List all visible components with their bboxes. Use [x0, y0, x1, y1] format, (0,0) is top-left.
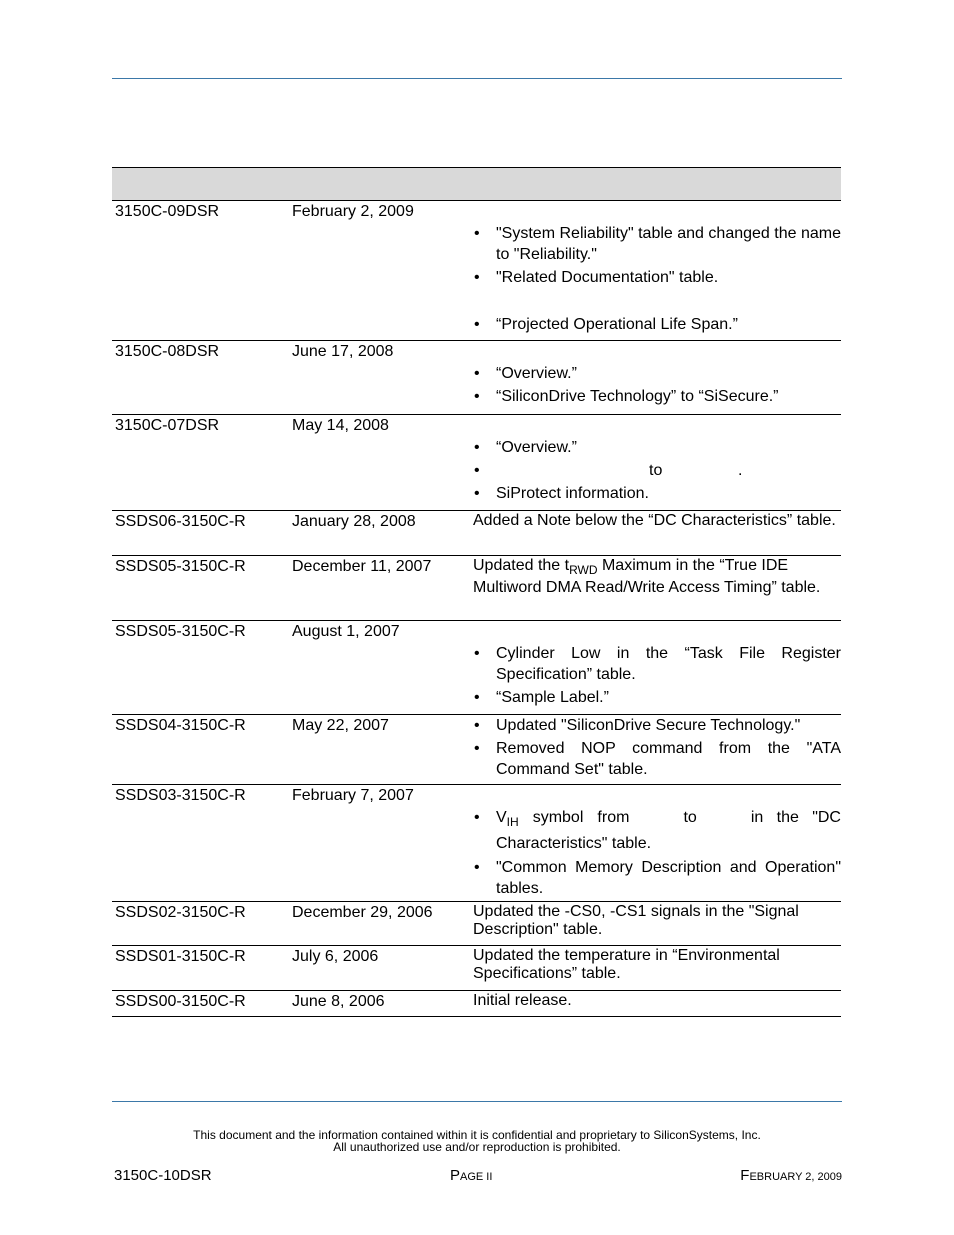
bullet-icon: •	[474, 809, 480, 826]
changes-cell	[473, 341, 841, 409]
list-item: • Updated "SiliconDrive Secure Technology."	[474, 717, 801, 734]
list-item: • to .	[474, 462, 743, 479]
table-row	[112, 201, 841, 341]
document-number: 3150C-07DSR	[115, 417, 220, 434]
revision-date: December 11, 2007	[292, 558, 432, 575]
revision-date: June 8, 2006	[292, 993, 385, 1010]
list-item: • “Overview.”	[474, 365, 577, 382]
list-item: • Removed NOP command from the "ATA Command Set" table.	[474, 740, 841, 778]
revision-date: July 6, 2006	[292, 948, 379, 965]
table-row	[112, 511, 841, 556]
revision-date: June 17, 2008	[292, 343, 394, 360]
revision-history-table	[112, 167, 841, 1017]
table-header-row	[112, 167, 841, 201]
confidentiality-notice: This document and the information contained within it is confidential and proprietary to SiliconSystems, Inc. All unauthorized use and/or reproduction is prohibited.	[193, 1128, 761, 1154]
table-row	[112, 415, 841, 511]
bullet-icon: •	[474, 316, 480, 333]
changes-cell: Initial release.	[473, 992, 572, 1009]
list-item: • “Sample Label.”	[474, 689, 609, 706]
bullet-icon: •	[474, 485, 480, 502]
list-item: • "System Reliability" table and changed the name to "Reliability."	[474, 225, 841, 263]
revision-date: May 22, 2007	[292, 717, 389, 734]
document-number: 3150C-09DSR	[115, 203, 220, 220]
table-row	[112, 621, 841, 715]
list-item: • “SiliconDrive Technology” to “SiSecure.”	[474, 388, 779, 405]
table-row	[112, 946, 841, 991]
changes-cell	[473, 785, 841, 901]
changes-cell: Updated the temperature in “Environmental Specifications” table.	[473, 947, 780, 982]
list-item: • "Related Documentation" table.	[474, 269, 719, 286]
table-row	[112, 715, 841, 785]
changes-cell	[473, 715, 841, 782]
list-item: • "Common Memory Description and Operation" tables.	[474, 859, 841, 897]
footer-doc-number: 3150C-10DSR	[114, 1167, 212, 1184]
table-row	[112, 785, 841, 902]
bullet-icon: •	[474, 645, 480, 662]
document-number: SSDS00-3150C-R	[115, 993, 246, 1010]
changes-cell: Updated the -CS0, -CS1 signals in the "Signal Description" table.	[473, 903, 799, 938]
list-item: • SiProtect information.	[474, 485, 649, 502]
revision-date: February 2, 2009	[292, 203, 414, 220]
changes-cell: Added a Note below the “DC Characteristics” table.	[473, 512, 836, 529]
changes-cell: Updated the $t_{RWD}$ Maximum in the “True IDE Multiword DMA Read/Write Access Timing” table.	[473, 557, 821, 596]
document-number: 3150C-08DSR	[115, 343, 220, 360]
bullet-icon: •	[474, 388, 480, 405]
revision-date: February 7, 2007	[292, 787, 414, 804]
bullet-icon: •	[474, 365, 480, 382]
revision-date: December 29, 2006	[292, 904, 433, 921]
footer-rule	[112, 1101, 842, 1102]
changes-cell	[473, 201, 841, 337]
list-item: • “Overview.”	[474, 439, 577, 456]
list-item: • “Projected Operational Life Span.”	[474, 316, 738, 333]
table-row	[112, 991, 841, 1017]
document-number: SSDS05-3150C-R	[115, 558, 246, 575]
bullet-icon: •	[474, 717, 480, 734]
bullet-icon: •	[474, 859, 480, 876]
changes-cell	[473, 621, 841, 710]
footer-page-number: PAGE II	[450, 1167, 493, 1184]
list-item: • Cylinder Low in the “Task File Register Specification” table.	[474, 645, 841, 683]
revision-date: May 14, 2008	[292, 417, 389, 434]
footer-date: FEBRUARY 2, 2009	[740, 1167, 842, 1184]
header-rule	[112, 78, 842, 79]
list-item: • $V_{IH}$ symbol from to in the "DC Characteristics" table.	[474, 809, 841, 852]
document-number: SSDS06-3150C-R	[115, 513, 246, 530]
table-row	[112, 341, 841, 415]
bullet-icon: •	[474, 740, 480, 757]
table-row	[112, 556, 841, 621]
revision-date: January 28, 2008	[292, 513, 416, 530]
table-row	[112, 902, 841, 946]
bullet-icon: •	[474, 462, 480, 479]
revision-date: August 1, 2007	[292, 623, 400, 640]
document-number: SSDS01-3150C-R	[115, 948, 246, 965]
bullet-icon: •	[474, 225, 480, 242]
page-footer	[112, 1167, 842, 1185]
document-number: SSDS02-3150C-R	[115, 904, 246, 921]
document-number: SSDS05-3150C-R	[115, 623, 246, 640]
bullet-icon: •	[474, 269, 480, 286]
bullet-icon: •	[474, 439, 480, 456]
bullet-icon: •	[474, 689, 480, 706]
changes-cell	[473, 415, 841, 506]
document-number: SSDS04-3150C-R	[115, 717, 246, 734]
document-number: SSDS03-3150C-R	[115, 787, 246, 804]
